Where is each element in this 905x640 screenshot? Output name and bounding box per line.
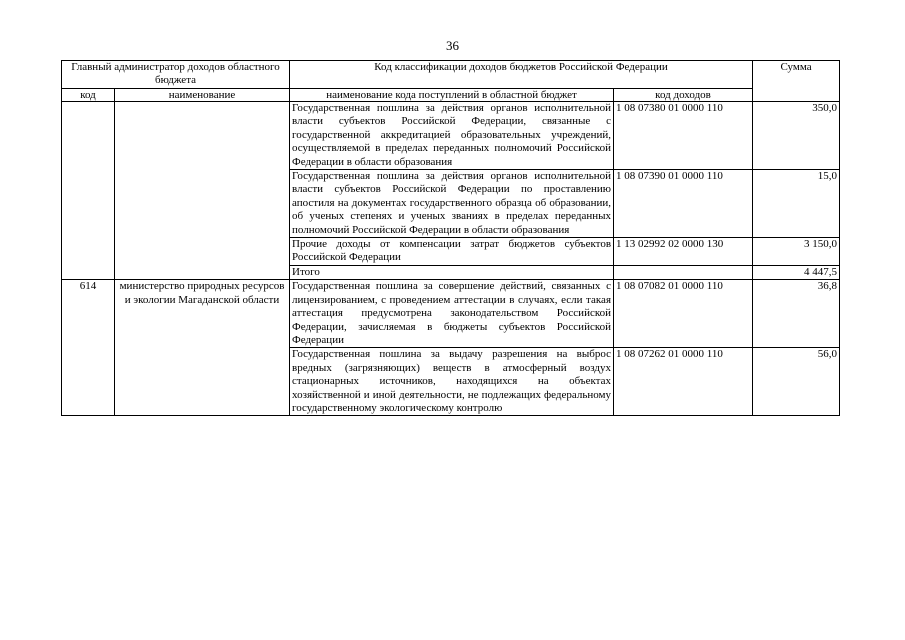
kod-cell-empty: [62, 102, 115, 280]
revenue-description: Государственная пошлина за действия органов исполнительной власти субъектов Российской Федерации, связанные с государственной аккредитацией образовательных учреждений, осуществляемой в пределах переданных полномочий Российской Федерации в области образования: [290, 102, 614, 170]
total-sum: 4 447,5: [753, 265, 840, 279]
total-code-empty: [614, 265, 753, 279]
header-revenue-code: код доходов: [614, 89, 753, 102]
table-row: [62, 280, 840, 348]
total-label: Итого: [290, 265, 614, 279]
revenue-description: Государственная пошлина за выдачу разрешения на выброс вредных (загрязняющих) веществ в атмосферный воздух стационарных источников, находящихся на объектах хозяйственной и иной деятельности, не подлежащих федеральному государственному экологическому контролю: [290, 348, 614, 416]
revenue-code: 1 08 07380 01 0000 110: [614, 102, 753, 170]
revenue-sum: 350,0: [753, 102, 840, 170]
header-row-sub: [62, 89, 840, 102]
header-name: наименование: [115, 89, 290, 102]
revenue-description: Государственная пошлина за действия органов исполнительной власти субъектов Российской Федерации по проставлению апостиля на документах государственного образца об образовании, об ученых степенях и ученых званиях в пределах переданных полномочий Российской Федерации в области образования: [290, 170, 614, 238]
revenue-code: 1 13 02992 02 0000 130: [614, 238, 753, 266]
name-cell-empty: [115, 102, 290, 280]
revenue-description: Государственная пошлина за совершение действий, связанных с лицензированием, с проведением аттестации в случаях, если такая аттестация предусмотрена законодательством Российской Федерации, зачисляемая в бюджеты субъектов Российской Федерации: [290, 280, 614, 348]
header-row-top: [62, 61, 840, 89]
page-number: 36: [446, 38, 459, 53]
revenue-sum: 3 150,0: [753, 238, 840, 266]
revenue-code: 1 08 07262 01 0000 110: [614, 348, 753, 416]
revenue-sum: 15,0: [753, 170, 840, 238]
header-admin-group: Главный администратор доходов областного бюджета: [62, 61, 290, 89]
header-revenue-name: наименование кода поступлений в областной бюджет: [290, 89, 614, 102]
header-sum: Сумма: [753, 61, 840, 102]
revenue-sum: 36,8: [753, 280, 840, 348]
header-kod: код: [62, 89, 115, 102]
revenue-table: [61, 60, 840, 416]
admin-name: министерство природных ресурсов и экологии Магаданской области: [115, 280, 290, 416]
header-kbk-group: Код классификации доходов бюджетов Российской Федерации: [290, 61, 753, 89]
revenue-description: Прочие доходы от компенсации затрат бюджетов субъектов Российской Федерации: [290, 238, 614, 266]
revenue-sum: 56,0: [753, 348, 840, 416]
revenue-code: 1 08 07082 01 0000 110: [614, 280, 753, 348]
table-row: [62, 102, 840, 170]
revenue-code: 1 08 07390 01 0000 110: [614, 170, 753, 238]
admin-kod: 614: [62, 280, 115, 416]
